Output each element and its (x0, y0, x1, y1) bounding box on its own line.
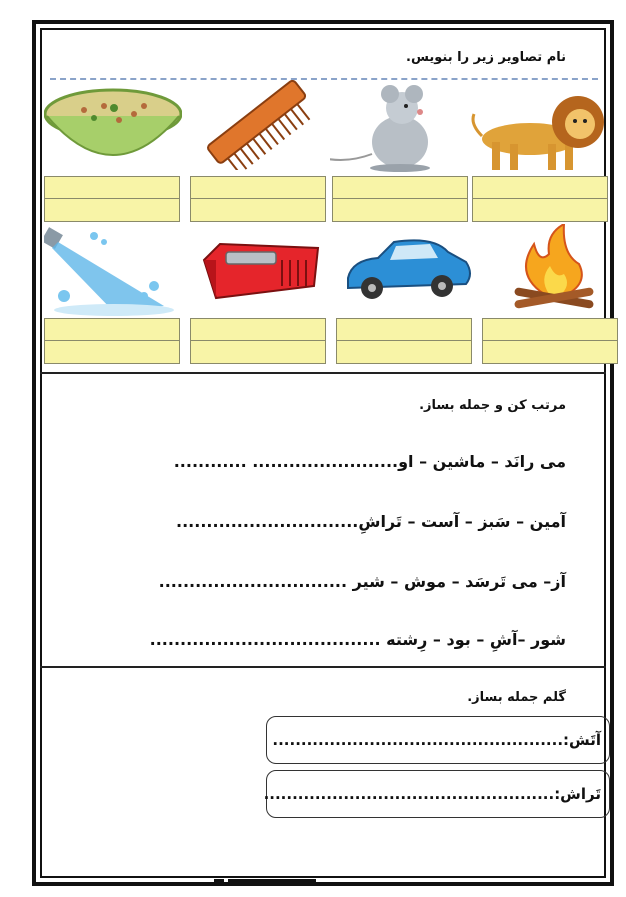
shower-icon (44, 226, 182, 316)
section1-heading: نام تصاویر زیر را بنویس. (406, 50, 566, 65)
footer-mark (228, 879, 316, 882)
sentence-box-1[interactable] (266, 716, 610, 764)
sentence-line-1[interactable]: می رانَد – ماشین – او........................ ............ (173, 452, 566, 471)
sentence-box-label: آتَش:................................................... (272, 731, 601, 749)
sentence-box-2[interactable] (263, 770, 610, 818)
answer-plank[interactable] (44, 318, 180, 364)
section-divider (40, 666, 606, 668)
sentence-line-2[interactable]: آمین – سَبز – آست – تَراشِ.............................. (176, 512, 566, 531)
fire-icon (484, 224, 622, 314)
footer-mark (214, 879, 224, 882)
section3-heading: گلم جمله بساز. (467, 690, 566, 705)
comb-icon (190, 80, 328, 170)
lion-icon (470, 84, 608, 174)
car-icon (338, 228, 476, 318)
section2-heading: مرتب کن و جمله بساز. (419, 398, 566, 413)
mouse-icon (330, 84, 468, 174)
sentence-box-label: تَراش:................................................... (263, 785, 601, 803)
answer-plank[interactable] (44, 176, 180, 222)
sentence-line-4[interactable]: شور –آشِ – بود – رِشته ...................................... (149, 630, 566, 649)
answer-plank[interactable] (190, 176, 326, 222)
answer-plank[interactable] (190, 318, 326, 364)
answer-plank[interactable] (332, 176, 468, 222)
soup-bowl-icon (44, 84, 182, 174)
sentence-line-3[interactable]: آز– می تَرسَد – موش – شیر ............................... (158, 572, 566, 591)
answer-plank[interactable] (472, 176, 608, 222)
answer-plank[interactable] (336, 318, 472, 364)
sharpener-icon (190, 230, 328, 320)
answer-plank[interactable] (482, 318, 618, 364)
section-divider (40, 372, 606, 374)
